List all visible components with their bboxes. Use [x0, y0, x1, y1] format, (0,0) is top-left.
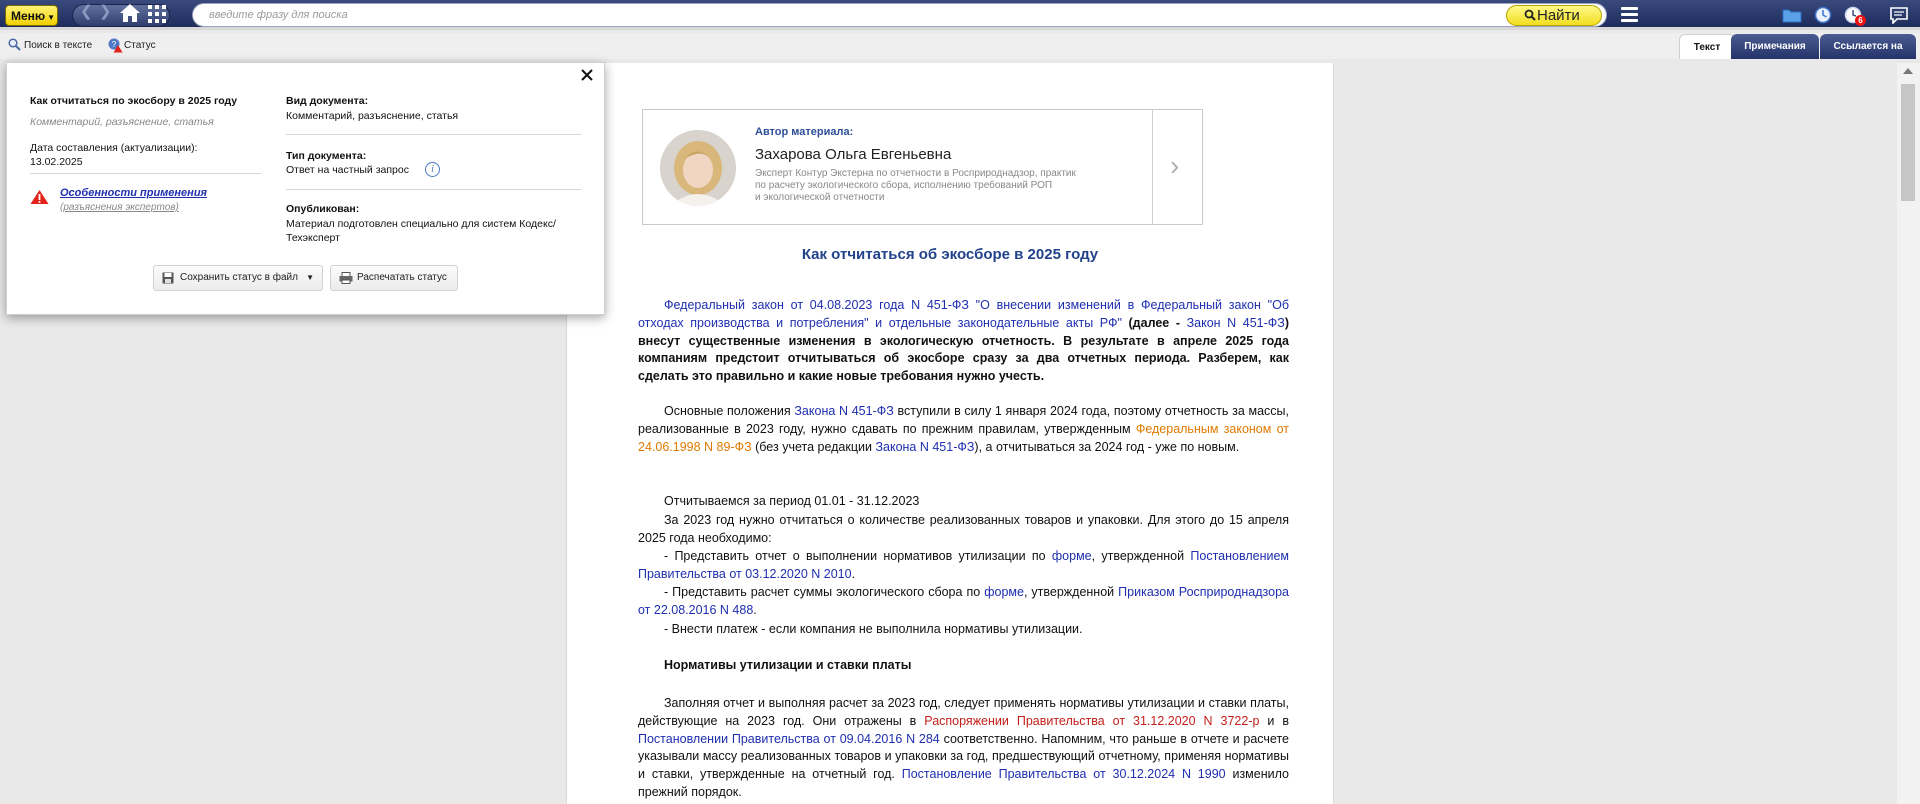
search-in-text-button[interactable]: [24, 40, 92, 51]
back-arrow-icon[interactable]: ❮: [80, 3, 93, 20]
paragraph-text: вступили в силу 1 января 2024 года, поэтому отчетность за массы, реализованные в 2023 году, нужно сдавать по прежним правилам, утвержденным: [638, 404, 1289, 436]
type-label: Тип документа:: [286, 150, 367, 162]
law-451-short-link[interactable]: Закон N 451-ФЗ: [1186, 315, 1285, 330]
law-89-link[interactable]: Федеральным законом от 24.06.1998 N 89-ФЗ: [638, 421, 1289, 454]
author-desc-line: и экологической отчетности: [755, 192, 885, 203]
published-value: Техэксперт: [286, 232, 340, 244]
search-in-text-label: Поиск в тексте: [24, 40, 93, 51]
application-features-link[interactable]: Особенности применения: [60, 187, 208, 199]
list-item-text: , утвержденной: [1091, 549, 1191, 563]
form-link[interactable]: форме: [1051, 549, 1092, 563]
author-caption: Автор материала:: [755, 126, 854, 138]
author-card-divider: [1152, 110, 1153, 224]
print-status-button[interactable]: [330, 265, 458, 291]
paragraph-text: изменило прежний порядок.: [638, 767, 1289, 799]
folder-icon[interactable]: [1782, 6, 1802, 24]
menu-caret-icon: ▼: [47, 13, 56, 22]
search-icon: [8, 38, 21, 51]
save-status-label: Сохранить статус в файл: [180, 272, 298, 283]
dropdown-caret-icon: ▼: [306, 273, 314, 282]
list-item: [638, 584, 1289, 620]
find-label: Найти: [1537, 7, 1580, 24]
tab-text[interactable]: [1679, 34, 1735, 59]
divider: [286, 134, 581, 135]
law-451-link[interactable]: Закона N 451-ФЗ: [875, 439, 975, 454]
author-name: Захарова Ольга Евгеньевна: [755, 146, 952, 163]
info-icon[interactable]: i: [425, 162, 440, 177]
history-clock-icon[interactable]: [1813, 6, 1833, 24]
menu-button[interactable]: [5, 5, 58, 26]
hamburger-menu-icon[interactable]: [1621, 7, 1638, 23]
list-item: [638, 621, 1289, 639]
list-item: [638, 548, 1289, 584]
warning-icon: [30, 189, 49, 205]
order-488-link[interactable]: Приказом Росприроднадзора от 22.08.2016 N 488: [638, 585, 1290, 617]
tab-notes[interactable]: [1731, 34, 1819, 59]
status-button[interactable]: [111, 40, 156, 51]
floppy-disk-icon: [162, 272, 174, 284]
close-icon[interactable]: [580, 68, 594, 82]
author-description: [755, 168, 1135, 204]
author-desc-line: по расчету экологического сбора, исполнению требований РОП: [755, 180, 1053, 191]
svg-text:?: ?: [111, 40, 117, 49]
scrollbar-thumb[interactable]: [1901, 84, 1915, 201]
author-avatar: [660, 130, 736, 206]
notifications-count-badge: 6: [1855, 15, 1866, 26]
tab-notes-label: Примечания: [1744, 41, 1806, 52]
divider: [30, 173, 261, 174]
home-icon[interactable]: [119, 3, 141, 23]
list-item-text: .: [753, 602, 757, 617]
search-input[interactable]: [192, 3, 1607, 27]
popup-doc-subtitle: Комментарий, разъяснение, статья: [30, 116, 214, 128]
paragraph-text: Основные положения: [664, 404, 795, 418]
menu-label: Меню: [11, 9, 46, 23]
type-value: Ответ на частный запрос: [286, 164, 409, 176]
paragraph-period: [638, 493, 1289, 511]
popup-doc-title: Как отчитаться по экосбору в 2025 году: [30, 95, 238, 107]
intro-paragraph: [638, 297, 1289, 386]
print-status-label: Распечатать статус: [357, 272, 447, 283]
law-451-link[interactable]: Закона N 451-ФЗ: [794, 404, 894, 418]
status-label: Статус: [124, 40, 156, 51]
paragraph-text: и в: [1259, 713, 1289, 728]
section-heading: Нормативы утилизации и ставки платы: [664, 658, 912, 672]
find-button[interactable]: [1506, 5, 1602, 26]
scroll-up-arrow-icon[interactable]: [1903, 68, 1913, 74]
chat-icon[interactable]: [1889, 6, 1909, 24]
expert-explanations-link[interactable]: (разъяснения экспертов): [60, 202, 179, 213]
resolution-1990-link[interactable]: Постановление Правительства от 30.12.2024 N 1990: [901, 767, 1226, 782]
tab-references[interactable]: [1820, 34, 1916, 59]
paragraph-text: Заполняя отчет и выполняя расчет за 2023 год, следует применять нормативы утилизации и ставки платы, действующие на 2023 год. Они отражены в: [638, 696, 1289, 728]
kind-value: Комментарий, разъяснение, статья: [286, 110, 459, 122]
paragraph-text: Отчитываемся за период 01.01 - 31.12.2023: [664, 494, 920, 508]
list-item-text: - Представить расчет суммы экологического сбора по: [664, 585, 985, 599]
magnifier-icon: [1524, 9, 1536, 21]
published-value: Материал подготовлен специально для систем Кодекс/: [286, 218, 556, 230]
resolution-2010-link[interactable]: Постановлением Правительства от 03.12.2020 N 2010: [638, 549, 1289, 581]
kind-label: Вид документа:: [286, 95, 369, 107]
apps-grid-icon[interactable]: [148, 5, 166, 23]
resolution-284-link[interactable]: Постановлении Правительства от 09.04.2016 N 284: [638, 731, 940, 746]
form-link[interactable]: форме: [984, 585, 1024, 599]
order-3722-link[interactable]: Распоряжении Правительства от 31.12.2020 N 3722-р: [924, 713, 1260, 728]
tab-references-label: Ссылается на: [1833, 41, 1903, 52]
author-desc-line: Эксперт Контур Экстерна по отчетности в Росприроднадзор, практик: [755, 168, 1076, 179]
intro-text: (далее -: [1121, 315, 1187, 330]
popup-date-value: 13.02.2025: [30, 156, 83, 168]
law-451-link[interactable]: Федеральный закон от 04.08.2023 года N 451-ФЗ "О внесении изменений в Федеральный закон "Об отходах производства и потребления" и отдельные законодательные акты РФ": [638, 298, 1289, 330]
intro-text: ) внесут существенные изменения в экологическую отчетность. В результате в апреле 2025 года компаниям предстоит отчитываться об экосборе сразу за два отчетных периода. Разберем, как сделать это правильно и какие новые требования нужно учесть.: [638, 315, 1290, 384]
paragraph-text: За 2023 год нужно отчитаться о количестве реализованных товаров и упаковки. Для этого до 15 апреля 2025 года необходимо:: [638, 513, 1289, 545]
list-item-text: .: [851, 566, 856, 581]
tab-text-label: Текст: [1693, 42, 1721, 53]
list-item-text: - Внести платеж - если компания не выполнила нормативы утилизации.: [664, 622, 1083, 636]
paragraph-main-provisions: [638, 403, 1289, 456]
paragraph-text: (без учета редакции: [751, 439, 876, 454]
paragraph-2023: [638, 512, 1289, 548]
divider: [286, 189, 581, 190]
published-label: Опубликован:: [286, 203, 360, 215]
paragraph-text: ), а отчитываться за 2024 год - уже по новым.: [974, 439, 1240, 454]
document-toolbar: [0, 33, 1920, 59]
paragraph-text: соответственно. Напомним, что раньше в отчете и расчете указывали массу реализованных товаров и упаковки за год, предшествующий отчетному, применяя нормативы и ставки, утвержденные на отчетный год.: [638, 731, 1289, 782]
forward-arrow-icon[interactable]: ❯: [99, 3, 112, 20]
popup-date-label: Дата составления (актуализации):: [30, 142, 198, 154]
list-item-text: - Представить отчет о выполнении нормативов утилизации по: [664, 549, 1052, 563]
list-item-text: , утвержденной: [1023, 585, 1119, 599]
printer-icon: [339, 272, 353, 284]
top-bar: [0, 0, 1920, 30]
document-title: Как отчитаться об экосборе в 2025 году: [801, 246, 1099, 263]
status-warning-icon: [108, 38, 123, 53]
save-status-button[interactable]: [153, 265, 323, 291]
author-card-chevron-icon[interactable]: ›: [1170, 150, 1180, 181]
paragraph-norms: [638, 695, 1289, 802]
